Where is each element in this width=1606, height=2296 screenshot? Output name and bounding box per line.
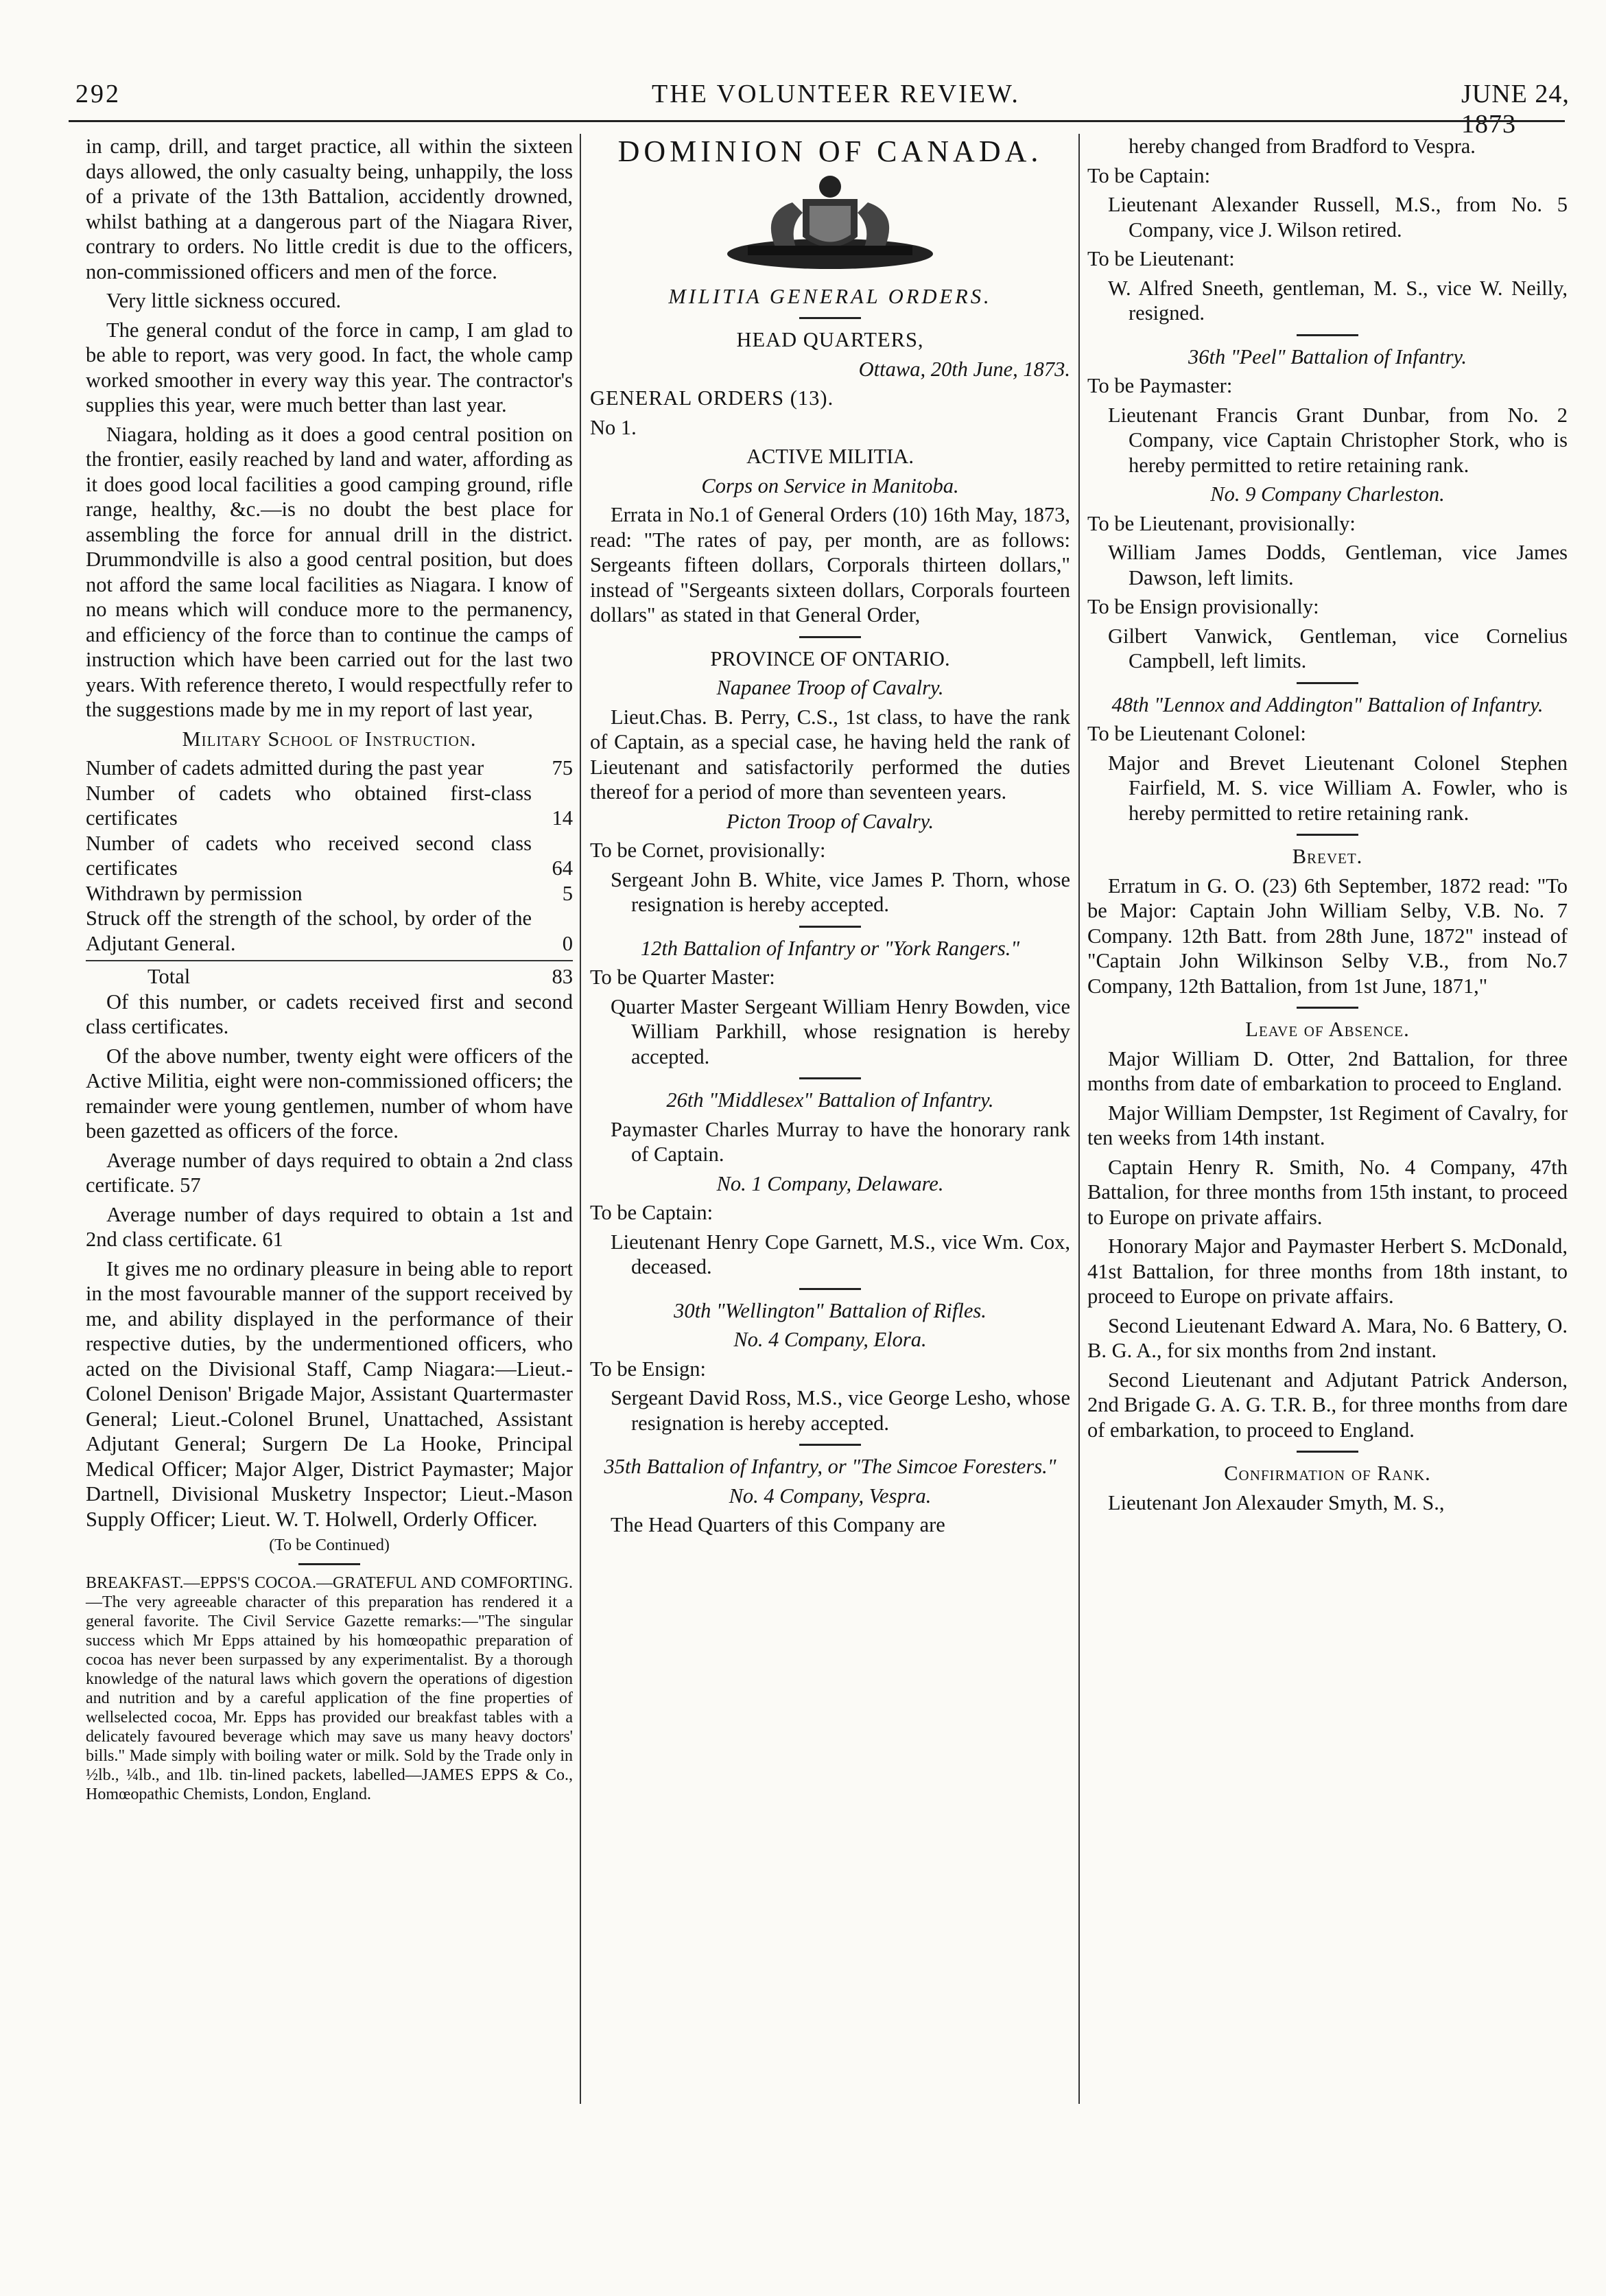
appointment-label: To be Quarter Master:	[590, 965, 775, 989]
subheading: Napanee Troop of Cavalry.	[716, 676, 944, 699]
divider	[799, 1444, 861, 1446]
column-divider	[580, 134, 581, 2104]
appointment-text: Lieutenant Francis Grant Dunbar, from No. 2 Company, vice Captain Christopher Stork, who is hereby permitted to retire retaining rank.	[1108, 403, 1568, 477]
appointment-text: Major and Brevet Lieutenant Colonel Stephen Fairfield, M. S. vice William A. Fowler, who is hereby permitted to retire retaining rank.	[1108, 751, 1568, 825]
section-heading: Confirmation of Rank.	[1224, 1462, 1431, 1485]
stat-row	[86, 781, 573, 831]
divider	[799, 636, 861, 638]
appointment-text: hereby changed from Bradford to Vespra.	[1129, 134, 1476, 158]
section-heading: Brevet.	[1292, 845, 1363, 868]
stat-value: 0	[562, 931, 573, 955]
order-number: No 1.	[590, 415, 637, 439]
stat-label: Number of cadets admitted during the past year	[86, 756, 484, 780]
column-left	[86, 134, 573, 1808]
paragraph: Errata in No.1 of General Orders (10) 16th May, 1873, read: "The rates of pay, per month, are as follows: Sergeants fifteen dollars, Corporals thirteen dollars," instead of "Sergeants sixteen dollars, Corporals fourteen dollars" as stated in that General Order,	[590, 503, 1070, 626]
appointment-text: William James Dodds, Gentleman, vice James Dawson, left limits.	[1108, 541, 1568, 589]
section-heading: ACTIVE MILITIA.	[746, 445, 914, 468]
stat-label: Struck off the strength of the school, by order of the Adjutant General.	[86, 906, 532, 955]
stat-row	[86, 755, 573, 781]
paragraph: Very little sickness occured.	[106, 289, 342, 312]
column-right	[1087, 134, 1568, 1519]
stat-value: 64	[552, 856, 573, 880]
total-label: Total	[147, 965, 191, 988]
appointment-text: Gilbert Vanwick, Gentleman, vice Cornelius Campbell, left limits.	[1108, 624, 1568, 672]
divider	[1297, 1451, 1358, 1453]
subheading: Picton Troop of Cavalry.	[726, 809, 934, 833]
coat-of-arms-icon	[720, 172, 940, 274]
subheading: No. 4 Company, Elora.	[733, 1328, 927, 1351]
divider	[1297, 682, 1358, 684]
paragraph: Niagara, holding as it does a good central position on the frontier, easily reached by land and water, affording as it does good local facilities a good camping ground, rifle range, healthy, &c.—is no doubt the best place for assembling the force for annual drill in the district. Drummondville is also a good central position, but does not afford the same local facilities as Niagara. I know of no means which will conduce more to the permanency, and efficiency of the force than to continue the camps of instruction which have been carried out for the last two years. With reference thereto, I would respectfully refer to the suggestions made by me in my report of last year,	[86, 422, 573, 721]
subheading: 35th Battalion of Infantry, or "The Simcoe Foresters."	[604, 1455, 1056, 1478]
subheading: Corps on Service in Manitoba.	[701, 473, 959, 497]
divider	[1297, 834, 1358, 836]
divider	[298, 1563, 360, 1565]
appointment-label: To be Ensign:	[590, 1357, 706, 1381]
appointment-label: To be Lieutenant, provisionally:	[1087, 511, 1356, 535]
paragraph: Lieutenant Jon Alexauder Smyth, M. S.,	[1108, 1490, 1445, 1514]
subheading: 48th "Lennox and Addington" Battalion of Infantry.	[1111, 692, 1544, 716]
subheading: 30th "Wellington" Battalion of Rifles.	[674, 1298, 987, 1322]
section-heading: Military School of Instruction.	[182, 727, 477, 751]
stat-total-row	[86, 960, 573, 989]
general-orders: GENERAL ORDERS (13).	[590, 386, 834, 410]
page-number: 292	[75, 80, 121, 108]
divider	[799, 926, 861, 928]
paragraph: Lieut.Chas. B. Perry, C.S., 1st class, to have the rank of Captain, as a special case, he having held the rank of Lieutenant and satisfactorily performed the duties thereof for a period of more than seventeen years.	[590, 705, 1070, 804]
advertisement: BREAKFAST.—EPPS'S COCOA.—GRATEFUL AND COMFORTING.—The very agreeable character of this preparation has rendered it a general favorite. The Civil Service Gazette remarks:—"The singular success which Mr Epps attained by his homœopathic preparation of cocoa has never been surpassed by any experimentalist. By a thorough knowledge of the natural laws which govern the operations of digestion and nutrition and by a careful application of the fine properties of wellselected cocoa, Mr. Epps has provided our breakfast tables with a delicately favoured beverage which may save us many heavy doctors' bills." Made simply with boiling water or milk. Sold by the Trade only in ½lb., ¼lb., and 1lb. tin-lined packets, labelled—JAMES EPPS & Co., Homœopathic Chemists, London, England.	[86, 1574, 573, 1803]
paragraph: Of the above number, twenty eight were officers of the Active Militia, eight were non-commissioned officers; the remainder were young gentlemen, number of whom have been gazetted as officers of the force.	[86, 1044, 573, 1143]
subheading: 12th Battalion of Infantry or "York Rangers."	[640, 936, 1020, 960]
appointment-label: To be Cornet, provisionally:	[590, 839, 826, 862]
subheading: 36th "Peel" Battalion of Infantry.	[1188, 344, 1467, 368]
paragraph: The Head Quarters of this Company are	[611, 1513, 945, 1536]
appointment-text: Lieutenant Henry Cope Garnett, M.S., vice Wm. Cox, deceased.	[611, 1230, 1070, 1278]
divider	[1297, 1007, 1358, 1009]
appointment-label: To be Paymaster:	[1087, 374, 1233, 397]
column-divider	[1078, 134, 1080, 2104]
paragraph: in camp, drill, and target practice, all within the sixteen days allowed, the only casualty being, unhappily, the loss of a private of the 13th Battalion, accidently drowned, whilst bathing at a dangerous part of the Niagara River, contrary to orders. No little credit is due to the officers, non-commissioned officers and men of the force.	[86, 134, 573, 283]
appointment-label: To be Lieutenant:	[1087, 247, 1235, 270]
appointment-text: Paymaster Charles Murray to have the honorary rank of Captain.	[611, 1117, 1070, 1166]
paragraph: Honorary Major and Paymaster Herbert S. McDonald, 41st Battalion, for three months from 18th instant, to proceed to Europe on private affairs.	[1087, 1234, 1568, 1308]
appointment-text: W. Alfred Sneeth, gentleman, M. S., vice W. Neilly, resigned.	[1108, 276, 1568, 325]
stat-value: 5	[562, 881, 573, 905]
stat-row	[86, 831, 573, 881]
header-rule	[69, 120, 1565, 122]
stat-row	[86, 906, 573, 956]
appointment-text: Quarter Master Sergeant William Henry Bowden, vice William Parkhill, whose resignation is hereby accepted.	[611, 994, 1070, 1068]
appointment-label: To be Lieutenant Colonel:	[1087, 722, 1306, 745]
stat-value: 14	[552, 806, 573, 830]
stat-value: 75	[552, 756, 573, 780]
subheading: No. 4 Company, Vespra.	[729, 1484, 932, 1508]
issue-date: JUNE 24, 1873	[1461, 80, 1570, 139]
divider	[799, 317, 861, 319]
subheading: No. 1 Company, Delaware.	[716, 1171, 944, 1195]
appointment-text: Sergeant David Ross, M.S., vice George Lesho, whose resignation is hereby accepted.	[611, 1386, 1070, 1435]
paragraph: It gives me no ordinary pleasure in being able to report in the most favourable manner of the support received by me, and ability displayed in the performance of their respective duties, by the undermentioned officers, who acted on the Divisional Staff, Camp Niagara:—Lieut.-Colonel Denison' Brigade Major, Assistant Quartermaster General; Lieut.-Colonel Brunel, Unattached, Assistant Adjutant General; Surgern De La Hooke, Principal Medical Officer; Major Alger, District Paymaster; Major Dartnell, Divisional Musketry Inspector; Lieut.-Mason Supply Officer; Lieut. W. T. Holwell, Orderly Officer.	[86, 1256, 573, 1531]
divider	[799, 1288, 861, 1290]
paragraph: Second Lieutenant and Adjutant Patrick Anderson, 2nd Brigade G. A. G. T.R. B., for three months from dare of embarkation, to proceed to England.	[1087, 1368, 1568, 1442]
section-heading: Leave of Absence.	[1245, 1018, 1410, 1041]
appointment-label: To be Captain:	[590, 1201, 713, 1224]
paragraph: Erratum in G. O. (23) 6th September, 1872 read: "To be Major: Captain John William Selby, V.B. No. 7 Company. 12th Batt. from 28th June, 1872" instead of "Captain John Wilkinson Selby V.B., from No.7 Company, 12th Battalion, from 1st June, 1871,"	[1087, 874, 1568, 998]
paragraph: The general condut of the force in camp, I am glad to be able to report, was very good. In fact, the whole camp worked smoother in every way this year. The contractor's supplies this year, were much better than last year.	[86, 318, 573, 417]
paragraph: Of this number, or cadets received first and second class certificates.	[86, 989, 573, 1038]
section-heading: PROVINCE OF ONTARIO.	[710, 646, 950, 670]
divider	[799, 1077, 861, 1079]
paragraph: Average number of days required to obtain a 1st and 2nd class certificate. 61	[86, 1202, 573, 1251]
total-value: 83	[552, 965, 573, 988]
subheading: 26th "Middlesex" Battalion of Infantry.	[666, 1088, 994, 1112]
appointment-label: To be Captain:	[1087, 163, 1211, 187]
continued-note: (To be Continued)	[269, 1536, 390, 1554]
section-title: DOMINION OF CANADA.	[617, 134, 1043, 168]
hq-heading: HEAD QUARTERS,	[736, 328, 924, 351]
stat-row	[86, 881, 573, 906]
paragraph: Average number of days required to obtain a 2nd class certificate. 57	[86, 1148, 573, 1197]
masthead-title: THE VOLUNTEER REVIEW.	[652, 80, 1020, 108]
stat-label: Number of cadets who received second class certificates	[86, 831, 532, 880]
appointment-label: To be Ensign provisionally:	[1087, 595, 1319, 618]
paragraph: Captain Henry R. Smith, No. 4 Company, 47th Battalion, for three months from 15th instant, to proceed to Europe on private affairs.	[1087, 1155, 1568, 1229]
stat-label: Number of cadets who obtained first-class certificates	[86, 781, 532, 830]
appointment-text: Lieutenant Alexander Russell, M.S., from No. 5 Company, vice J. Wilson retired.	[1108, 193, 1568, 242]
paragraph: Major William D. Otter, 2nd Battalion, for three months from date of embarkation to proceed to England.	[1087, 1046, 1568, 1095]
appointment-text: Sergeant John B. White, vice James P. Thorn, whose resignation is hereby accepted.	[611, 867, 1070, 916]
subheading: No. 9 Company Charleston.	[1210, 482, 1445, 506]
paragraph: Second Lieutenant Edward A. Mara, No. 6 Battery, O. B. G. A., for six months from 2nd instant.	[1087, 1313, 1568, 1362]
divider	[1297, 334, 1358, 336]
place-date: Ottawa, 20th June, 1873.	[858, 357, 1070, 381]
section-subtitle: MILITIA GENERAL ORDERS.	[668, 284, 992, 308]
paragraph: Major William Dempster, 1st Regiment of Cavalry, for ten weeks from 14th instant.	[1087, 1101, 1568, 1149]
stat-label: Withdrawn by permission	[86, 881, 303, 905]
column-middle	[590, 134, 1070, 1542]
